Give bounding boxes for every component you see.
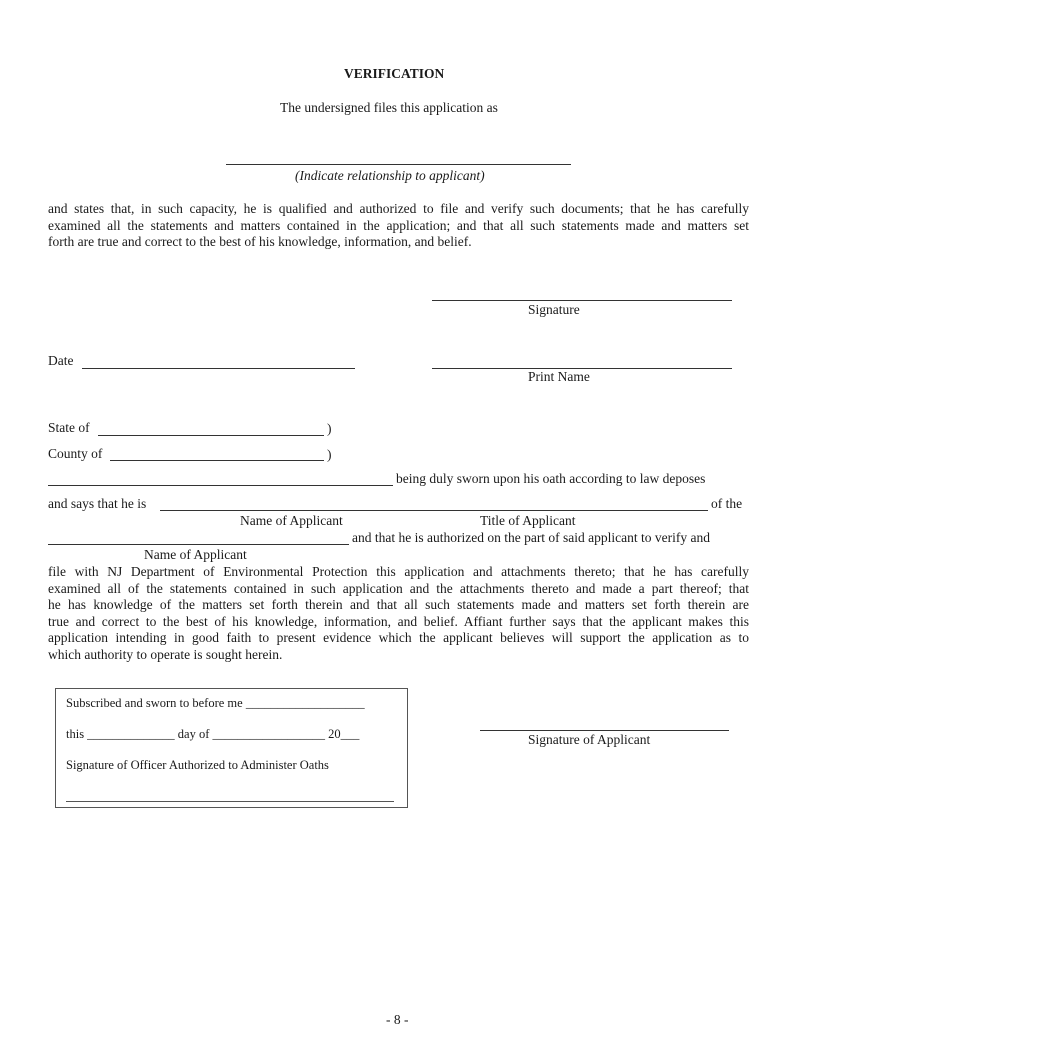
state-label: State of <box>48 420 90 435</box>
affidavit-line: he has knowledge of the matters set forth therein and that all such statements made and matters set forth therein are <box>48 597 749 613</box>
subscribed-text[interactable]: Subscribed and sworn to before me ___________________ <box>66 696 365 710</box>
deponent-name-line[interactable] <box>48 485 393 486</box>
affidavit-paragraph <box>48 564 749 664</box>
sworn-text: being duly sworn upon his oath according to law deposes <box>396 471 706 486</box>
state-line[interactable] <box>98 435 324 436</box>
title-of-applicant-caption: Title of Applicant <box>480 513 576 528</box>
affidavit-line: file with NJ Department of Environmental Protection this application and attachments thereto; that he has carefully <box>48 564 749 579</box>
print-name-caption: Print Name <box>528 369 590 384</box>
affidavit-line: which authority to operate is sought herein. <box>48 646 283 662</box>
name-of-applicant-caption: Name of Applicant <box>240 513 343 528</box>
signature-line[interactable] <box>432 300 732 301</box>
county-paren: ) <box>327 447 332 462</box>
applicant-signature-caption: Signature of Applicant <box>528 732 651 747</box>
notary-box <box>55 688 408 808</box>
applicant-name-line[interactable] <box>48 544 349 545</box>
statement-line: examined all the statements and matters contained in the application; and that all such statements made and matters set <box>48 217 749 233</box>
applicant-title-line[interactable] <box>160 510 708 511</box>
relationship-caption: (Indicate relationship to applicant) <box>295 168 485 183</box>
officer-signature-line[interactable] <box>66 801 394 802</box>
page-number: - 8 - <box>386 1012 409 1027</box>
statement-line: and states that, in such capacity, he is qualified and authorized to file and verify such documents; that he has carefully <box>48 201 749 216</box>
name-of-applicant-caption-2: Name of Applicant <box>144 547 247 562</box>
statement-paragraph <box>48 201 749 251</box>
affidavit-line: examined all of the statements contained in such application and the attachments thereto and made a part thereof; that <box>48 580 749 596</box>
affidavit-line: true and correct to the best of his knowledge, information, and belief. Affiant further says that the applicant makes this <box>48 613 749 629</box>
date-label: Date <box>48 353 74 368</box>
day-of-text[interactable]: this ______________ day of __________________ 20___ <box>66 727 360 741</box>
intro-text: The undersigned files this application as <box>280 100 498 115</box>
county-line[interactable] <box>110 460 324 461</box>
authorized-text: and that he is authorized on the part of said applicant to verify and <box>352 530 711 545</box>
signature-caption: Signature <box>528 302 580 317</box>
statement-line: forth are true and correct to the best of his knowledge, information, and belief. <box>48 234 472 250</box>
county-label: County of <box>48 446 103 461</box>
state-paren: ) <box>327 421 332 436</box>
date-line[interactable] <box>82 368 355 369</box>
of-the-text: of the <box>711 496 743 511</box>
applicant-signature-line[interactable] <box>480 730 729 731</box>
officer-caption: Signature of Officer Authorized to Administer Oaths <box>66 758 329 772</box>
page-title: VERIFICATION <box>344 66 445 81</box>
says-text: and says that he is <box>48 496 147 511</box>
affidavit-line: application intending in good faith to present evidence which the applicant believes will support the application as to <box>48 630 749 646</box>
relationship-line[interactable] <box>226 164 571 165</box>
